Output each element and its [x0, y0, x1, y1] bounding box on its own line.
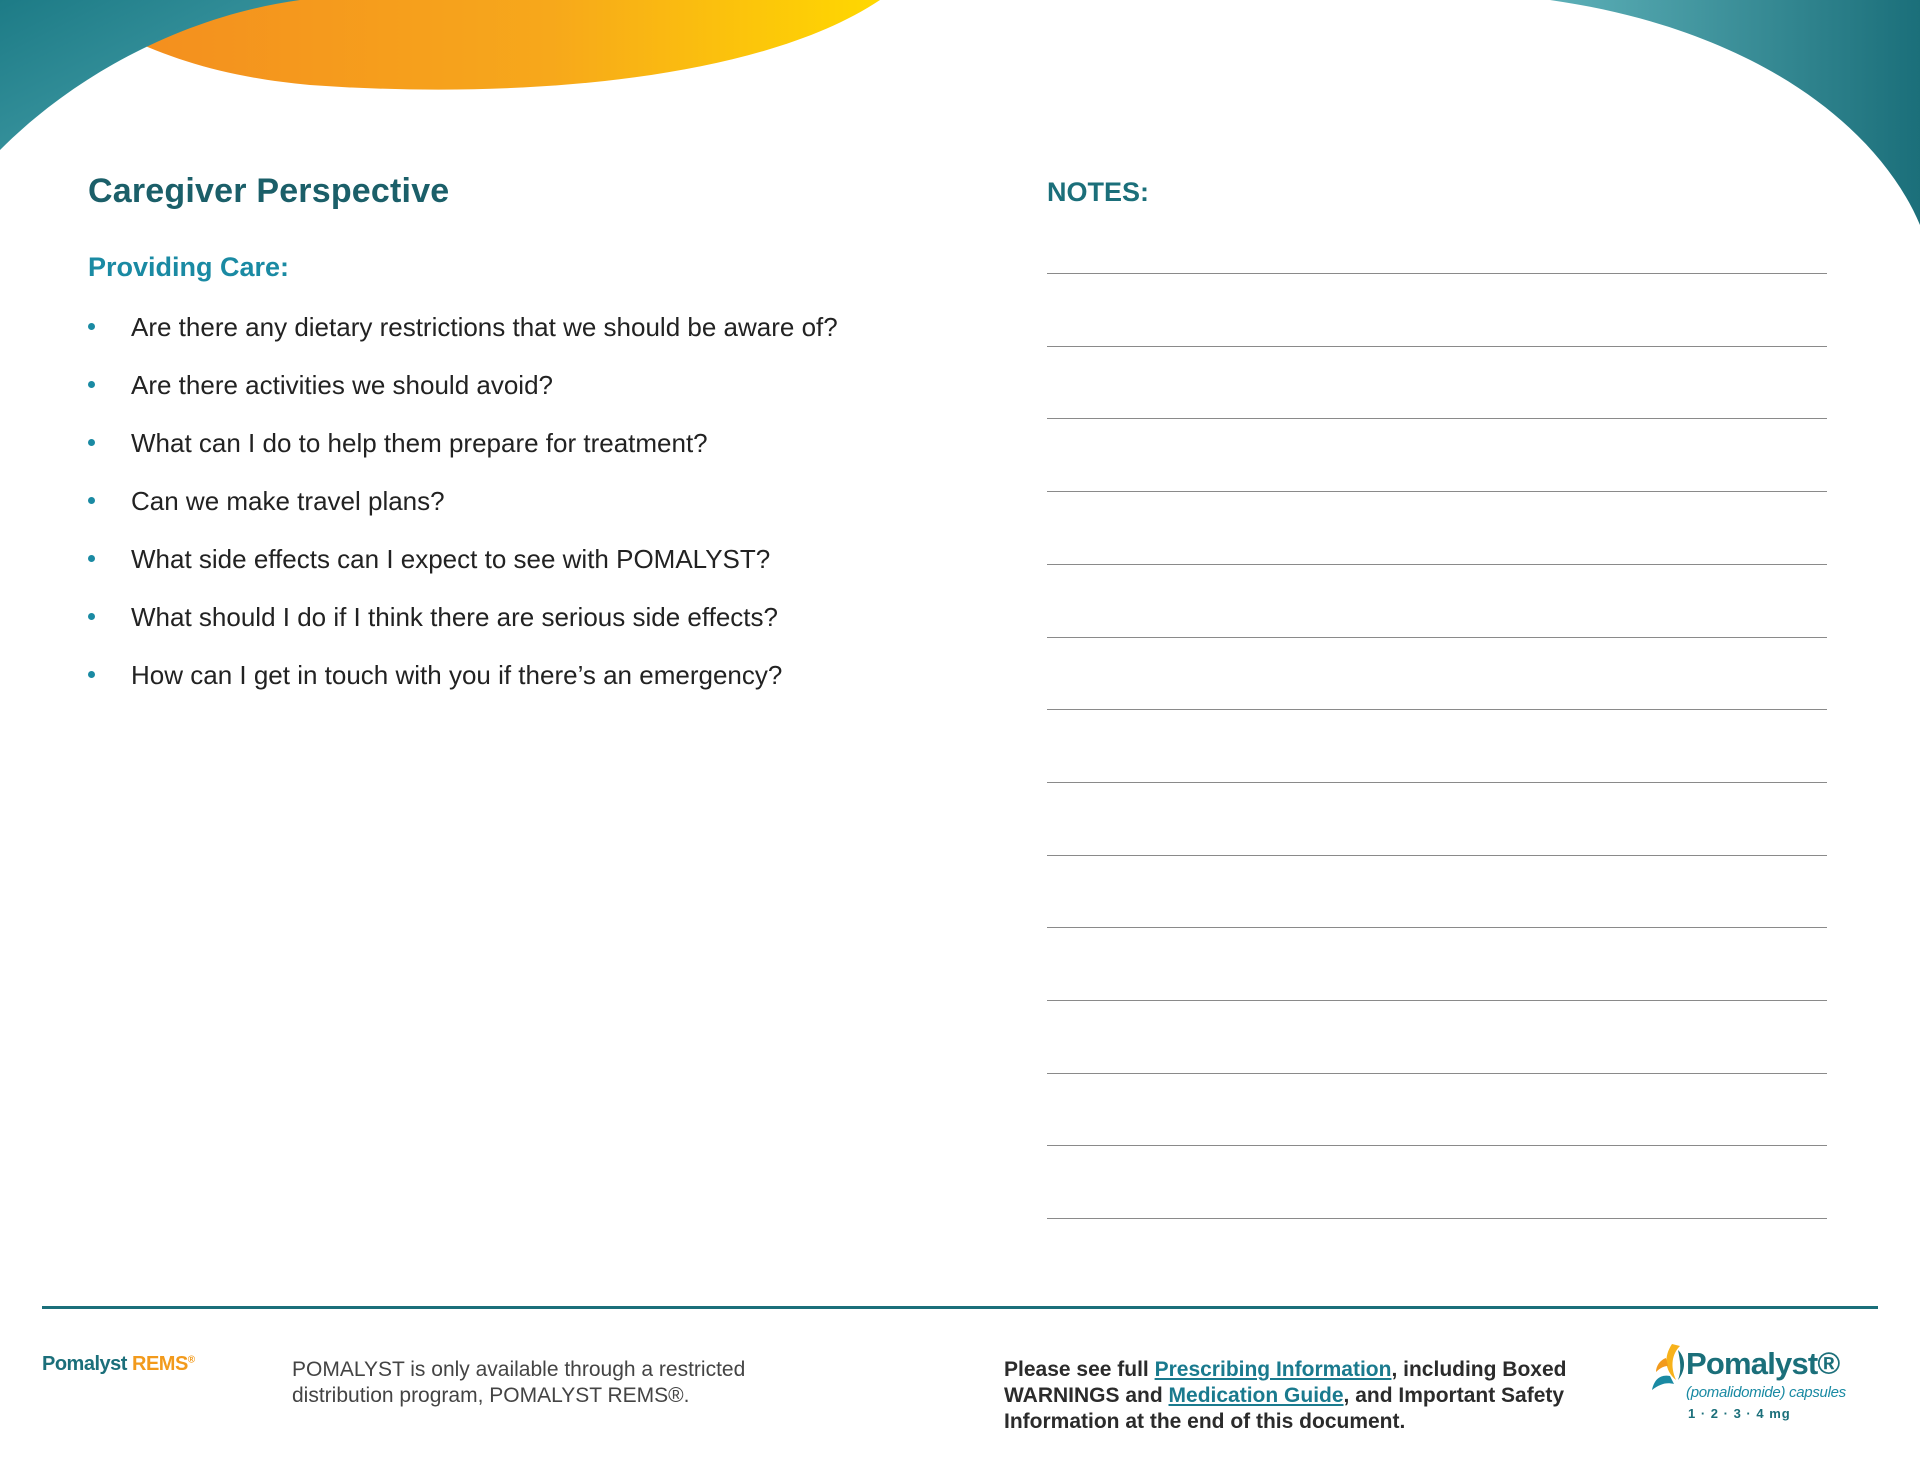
note-line: [1047, 782, 1827, 783]
question-text: Are there activities we should avoid?: [131, 370, 554, 400]
bullet-icon: [88, 323, 95, 330]
question-text: What can I do to help them prepare for treatment?: [131, 428, 708, 458]
note-line: [1047, 418, 1827, 419]
note-line: [1047, 346, 1827, 347]
note-line: [1047, 637, 1827, 638]
pomalyst-brand-logo: [1650, 1336, 1846, 1426]
list-item: [88, 369, 838, 427]
bullet-icon: [88, 381, 95, 388]
list-item: [88, 311, 838, 369]
footer-divider: [42, 1306, 1878, 1309]
list-item: [88, 543, 838, 601]
question-text: Are there any dietary restrictions that we should be aware of?: [131, 312, 838, 342]
rems-logo-part1: Pomalyst: [42, 1353, 127, 1375]
notes-title: NOTES:: [1047, 177, 1150, 207]
pomalyst-wordmark: Pomalyst®: [1686, 1346, 1840, 1381]
distribution-note: POMALYST is only available through a restricted distribution program, POMALYST REMS®.: [292, 1358, 746, 1407]
safety-text-1: Please see full: [1004, 1358, 1155, 1381]
note-line: [1047, 1073, 1827, 1074]
bullet-icon: [88, 613, 95, 620]
pomalyst-generic-name: (pomalidomide) capsules: [1686, 1384, 1846, 1401]
question-text: How can I get in touch with you if there’s an emergency?: [131, 660, 783, 690]
pomalyst-flower-icon: [1650, 1336, 1690, 1406]
note-line: [1047, 491, 1827, 492]
note-line: [1047, 1145, 1827, 1146]
note-line: [1047, 273, 1827, 274]
bullet-icon: [88, 497, 95, 504]
section-subtitle: Providing Care:: [88, 252, 290, 282]
bullet-icon: [88, 439, 95, 446]
prescribing-information-link[interactable]: Prescribing Information: [1154, 1358, 1392, 1381]
safety-text-3: , and Important Safety Information at the end of this document.: [1004, 1384, 1565, 1433]
bullet-icon: [88, 555, 95, 562]
note-line: [1047, 1218, 1827, 1219]
page-title: Caregiver Perspective: [88, 172, 450, 210]
question-text: Can we make travel plans?: [131, 486, 445, 516]
pomalyst-rems-logo: [42, 1353, 195, 1376]
question-list: [88, 311, 838, 717]
note-line: [1047, 564, 1827, 565]
rems-logo-part2: REMS: [126, 1353, 188, 1375]
bullet-icon: [88, 671, 95, 678]
list-item: [88, 601, 838, 659]
teal-swoosh-right: [1550, 0, 1920, 225]
note-line: [1047, 709, 1827, 710]
list-item: [88, 485, 838, 543]
safety-statement: [1004, 1357, 1644, 1435]
rems-logo-mark: ®: [187, 1354, 195, 1366]
note-line: [1047, 855, 1827, 856]
question-text: What side effects can I expect to see with POMALYST?: [131, 544, 771, 574]
medication-guide-link[interactable]: Medication Guide: [1168, 1384, 1344, 1407]
list-item: [88, 659, 838, 717]
note-line: [1047, 927, 1827, 928]
pomalyst-doses: 1 · 2 · 3 · 4 mg: [1688, 1406, 1791, 1421]
list-item: [88, 427, 838, 485]
safety-text-2: , including Boxed WARNINGS and: [1004, 1358, 1567, 1407]
note-line: [1047, 1000, 1827, 1001]
question-text: What should I do if I think there are serious side effects?: [131, 602, 778, 632]
